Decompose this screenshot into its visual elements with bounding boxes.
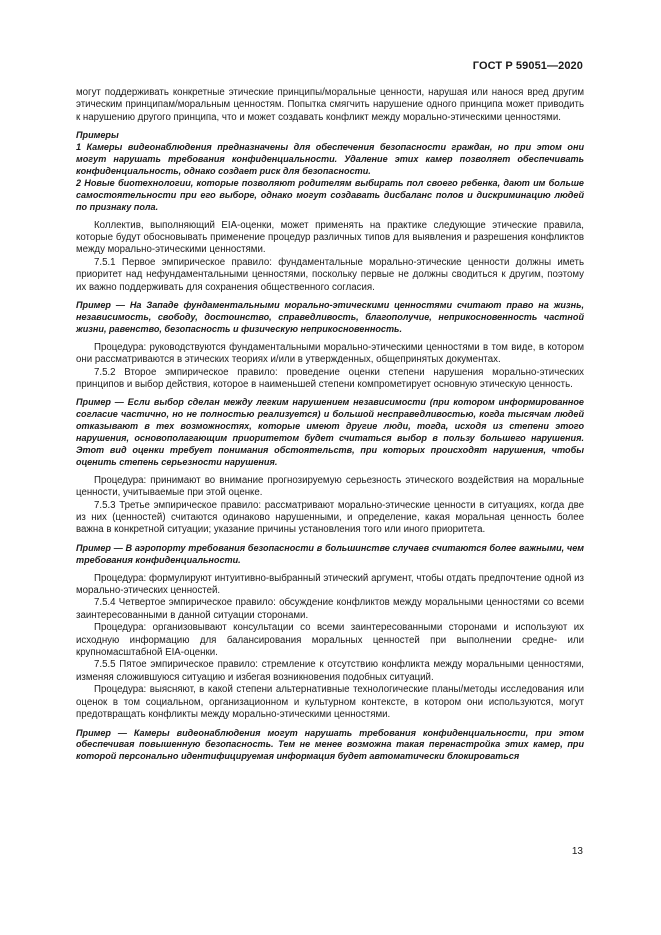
page-number: 13: [571, 846, 583, 857]
procedure-paragraph: Процедура: выясняют, в какой степени альтернативные технологические планы/методы исследования или оценок в том социальном, организационном и культурном контексте, в котором они используются, могут предотвращать конфликты между морально-этическими ценностями.: [76, 684, 584, 721]
procedure-paragraph: Процедура: руководствуются фундаментальными морально-этическими ценностями в том виде, в котором они рассматриваются в этических теориях и/или в утвержденных, общепринятых документах.: [76, 341, 584, 366]
section-7-5-3: 7.5.3 Третье эмпирическое правило: рассматривают морально-этические ценности в ситуациях, когда две из них (ценностей) считаются одинаково нарушенными, и определение, какая моральная ценность более важна в конкретной ситуации; указание причины установления того или иного приоритета.: [76, 499, 584, 536]
paragraph: Коллектив, выполняющий EIA-оценки, может применять на практике следующие этические правила, которые будут обосновывать применение процедур различных типов для выявления и разрешения конфликтов между морально-этическими ценностями.: [76, 219, 584, 256]
procedure-paragraph: Процедура: организовывают консультации со всеми заинтересованными сторонами и используют их исходную информацию для балансирования моральных ценностей при выполнении средне- или крупномасштабной EIA-оценки.: [76, 622, 584, 659]
example-note: 1 Камеры видеонаблюдения предназначены для обеспечения безопасности граждан, но при этом они могут нарушать требования конфиденциальности. Удаление этих камер позволяет обеспечивать конфиденциальность, однако создает риск для безопасности.: [76, 142, 584, 176]
document-body: [76, 87, 584, 763]
procedure-paragraph: Процедура: принимают во внимание прогнозируемую серьезность этического воздействия на моральные ценности, учитываемые при этой оценке.: [76, 474, 584, 499]
paragraph: могут поддерживать конкретные этические принципы/моральные ценности, нарушая или нанося вред другим этическим принципам/моральным ценностям. Попытка смягчить нарушение одного принципа может приводить к нарушению другого принципа, что и может создавать конфликт между морально-этическими ценностями.: [76, 87, 584, 123]
example-note: 2 Новые биотехнологии, которые позволяют родителям выбирать пол своего ребенка, дают им больше самостоятельности при его выборе, однако могут создавать дисбаланс полов и дискриминацию людей по признаку пола.: [76, 177, 584, 212]
example-note: Пример — В аэропорту требования безопасности в большинстве случаев считаются более важными, чем требования конфиденциальности.: [76, 542, 584, 565]
section-7-5-4: 7.5.4 Четвертое эмпирическое правило: обсуждение конфликтов между моральными ценностями со всеми заинтересованными в данной ситуации сторонами.: [76, 597, 584, 621]
section-7-5-1: 7.5.1 Первое эмпирическое правило: фундаментальные морально-этические ценности должны иметь приоритет над нефундаментальными ценностями, поскольку первые не должны сводиться к другим, поэтому их важно поддерживать для сохранения общественного согласия.: [76, 256, 584, 293]
examples-heading: Примеры: [76, 130, 119, 141]
example-note: Пример — На Западе фундаментальными морально-этическими ценностями считают право на жизнь, независимость, свободу, достоинство, справедливость, благополучие, неприкосновенность частной жизни, равенство, безопасность и физическую неприкосновенность.: [76, 300, 584, 334]
section-7-5-2: 7.5.2 Второе эмпирическое правило: проведение оценки степени нарушения морально-этических принципов и выбор действия, которое в наименьшей степени компрометирует основную этическую ценность.: [76, 366, 584, 390]
section-7-5-5: 7.5.5 Пятое эмпирическое правило: стремление к отсутствию конфликта между моральными ценностями, изменяя сложившуюся ситуацию и избегая возникновения подобных ситуаций.: [76, 659, 584, 683]
document-code: ГОСТ Р 59051—2020: [472, 60, 583, 72]
procedure-paragraph: Процедура: формулируют интуитивно-выбранный этический аргумент, чтобы отдать предпочтение одной из морально-этических ценностей.: [76, 572, 584, 597]
example-note: Пример — Если выбор сделан между легким нарушением независимости (при котором информированное согласие частично, но не полностью реализуется) и большой несправедливостью, когда тысячам людей отказывают в тех возможностях, которые имеют другие люди, тогда, исходя из степени этого нарушения, основополагающим приоритетом будет считаться выбор в пользу большего нарушения. Этот вид оценки требует понимания обстоятельств, при которых происходят нарушения, чтобы оценить степень серьезности нарушения.: [76, 397, 584, 467]
example-note: Пример — Камеры видеонаблюдения могут нарушать требования конфиденциальности, при этом обеспечивая повышенную безопасность. Тем не менее возможна такая перенастройка этих камер, при которой персонально идентифицируемая информация будет автоматически блокироваться: [76, 727, 584, 762]
